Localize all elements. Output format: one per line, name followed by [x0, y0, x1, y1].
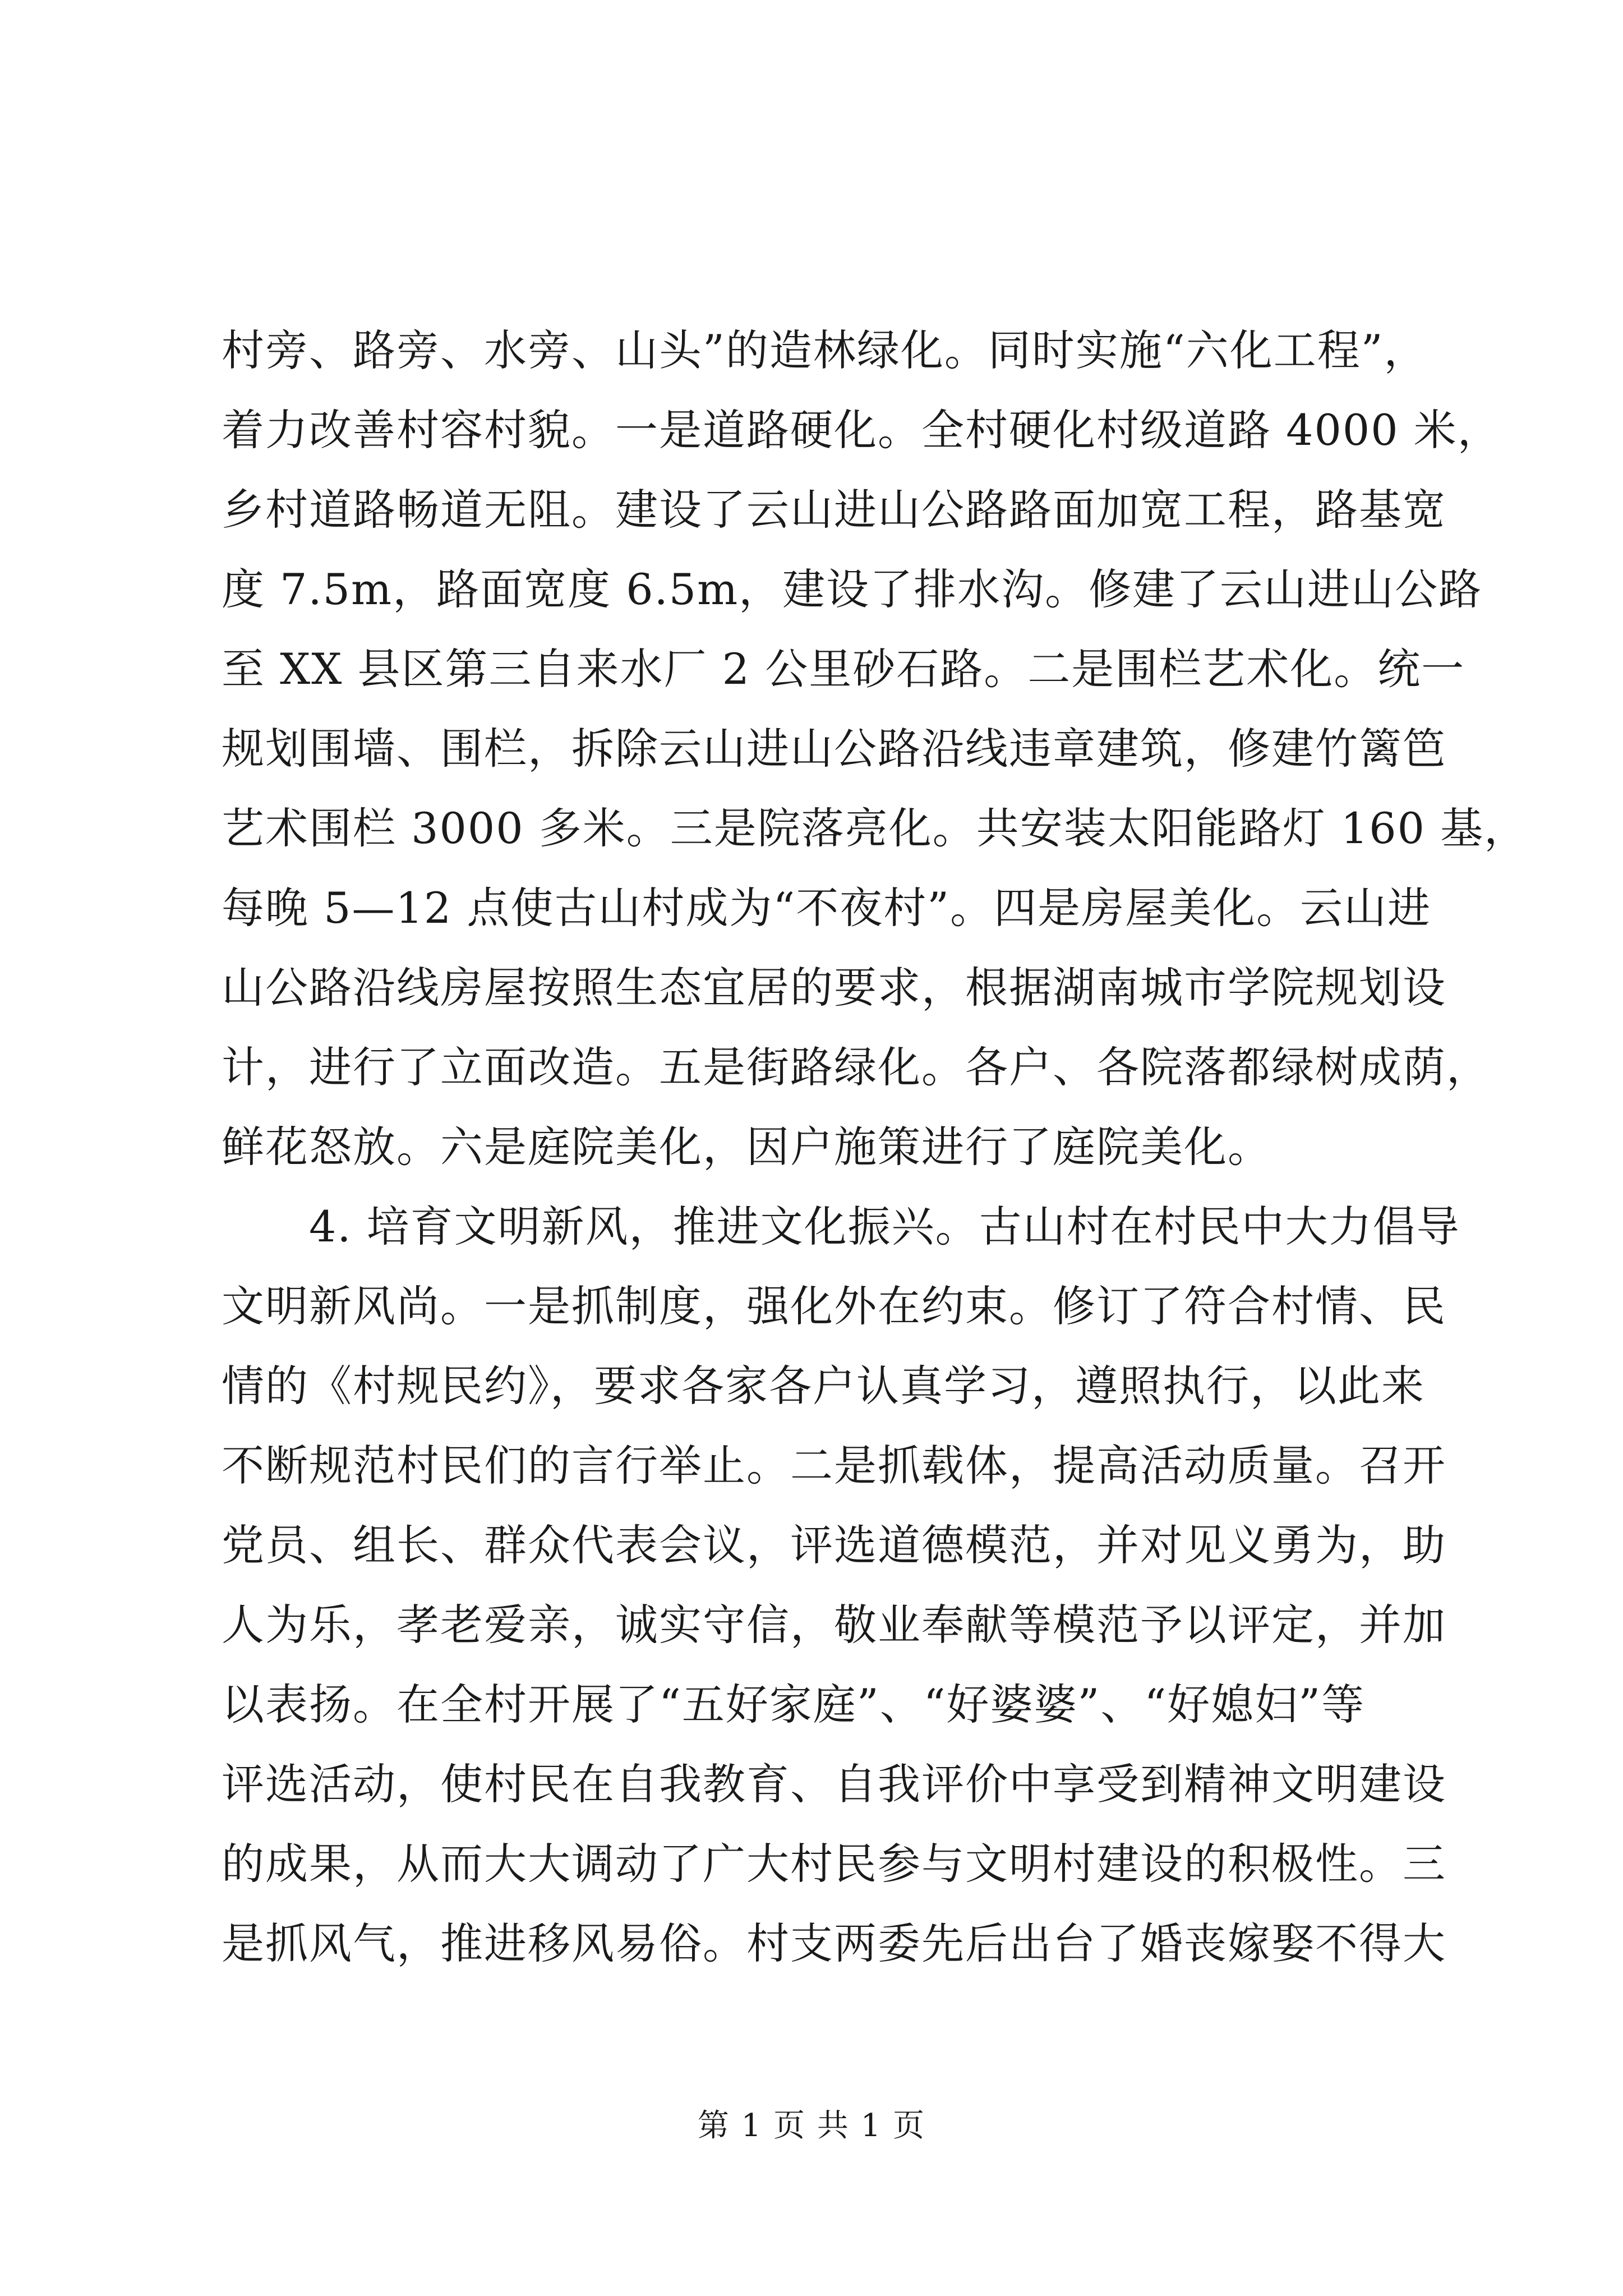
text-line: 的成果，从而大大调动了广大村民参与文明村建设的积极性。三 [222, 1839, 1446, 1889]
text-line: 度 7.5m，路面宽度 6.5m，建设了排水沟。修建了云山进山公路 [222, 564, 1483, 614]
text-line: 艺术围栏 3000 多米。三是院落亮化。共安装太阳能路灯 160 基， [222, 803, 1528, 853]
text-line: 鲜花怒放。六是庭院美化，因户施策进行了庭院美化。 [222, 1122, 1271, 1172]
text-line: 4. 培育文明新风，推进文化振兴。古山村在村民中大力倡导 [222, 1202, 1460, 1251]
text-line: 评选活动，使村民在自我教育、自我评价中享受到精神文明建设 [222, 1759, 1446, 1809]
text-line: 党员、组长、群众代表会议，评选道德模范，并对见义勇为，助 [222, 1520, 1446, 1570]
text-line: 情的《村规民约》，要求各家各户认真学习，遵照执行，以此来 [222, 1361, 1425, 1411]
text-line: 山公路沿线房屋按照生态宜居的要求，根据湖南城市学院规划设 [222, 963, 1446, 1013]
text-line: 文明新风尚。一是抓制度，强化外在约束。修订了符合村情、民 [222, 1281, 1446, 1331]
text-line: 至 XX 县区第三自来水厂 2 公里砂石路。二是围栏艺术化。统一 [222, 644, 1465, 694]
page-number-label: 第 1 页 共 1 页 [697, 2108, 926, 2144]
text-line: 不断规范村民们的言行举止。二是抓载体，提高活动质量。召开 [222, 1441, 1446, 1490]
text-line: 乡村道路畅道无阻。建设了云山进山公路路面加宽工程，路基宽 [222, 485, 1446, 535]
text-line: 人为乐，孝老爱亲，诚实守信，敬业奉献等模范予以评定，并加 [222, 1600, 1446, 1650]
text-line: 计，进行了立面改造。五是街路绿化。各户、各院落都绿树成荫， [222, 1042, 1490, 1092]
text-line: 村旁、路旁、水旁、山头”的造林绿化。同时实施“六化工程”， [222, 325, 1428, 375]
text-line: 每晚 5—12 点使古山村成为“不夜村”。四是房屋美化。云山进 [222, 883, 1432, 933]
text-line: 规划围墙、围栏，拆除云山进山公路沿线违章建筑，修建竹篱笆 [222, 724, 1446, 774]
text-line: 以表扬。在全村开展了“五好家庭”、“好婆婆”、“好媳妇”等 [222, 1680, 1366, 1729]
text-line: 着力改善村容村貌。一是道路硬化。全村硬化村级道路 4000 米， [222, 405, 1501, 455]
text-line: 是抓风气，推进移风易俗。村支两委先后出台了婚丧嫁娶不得大 [222, 1918, 1446, 1968]
page-footer [0, 2106, 1623, 2146]
